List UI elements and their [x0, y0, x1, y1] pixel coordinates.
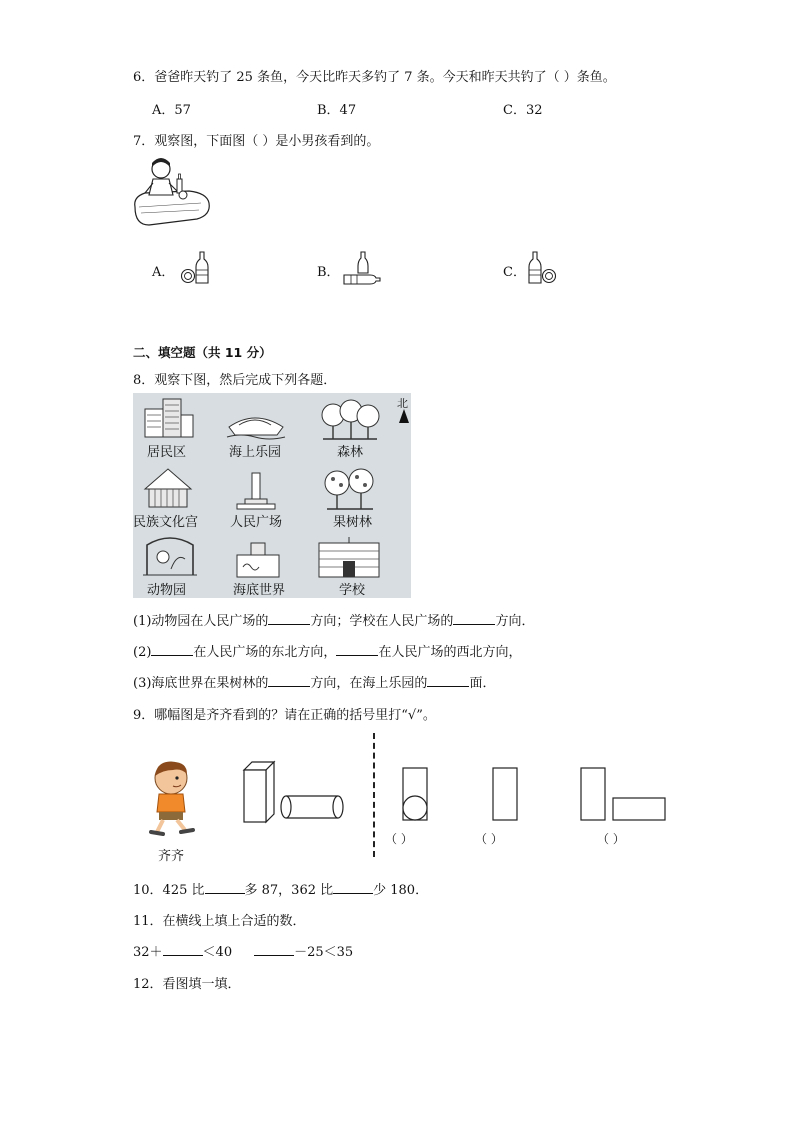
- choice-3-figure: [578, 766, 668, 822]
- q10-blank-1[interactable]: [205, 881, 245, 894]
- choice-1-figure: [400, 766, 430, 822]
- section-title: 二、填空题（共 11 分）: [133, 345, 272, 360]
- map-label-school: 学校: [339, 583, 366, 598]
- blank-1-2[interactable]: [453, 612, 495, 625]
- blank-3-2[interactable]: [427, 674, 469, 687]
- culture-palace-icon: [141, 465, 195, 511]
- q10-line: 10．425 比 多 87，362 比 少 180．: [133, 883, 429, 898]
- map-label-ocean-park: 海上乐园: [229, 445, 282, 460]
- q8-line-3: (3)海底世界在果树林的 方向，在海上乐园的 面．: [133, 676, 496, 691]
- q6-option-a: A．57: [152, 103, 191, 118]
- map-label-peoples-square: 人民广场: [230, 515, 283, 530]
- q11-stem: 11．在横线上填上合适的数．: [133, 914, 306, 929]
- q11-blank-2[interactable]: [254, 943, 294, 956]
- q7-option-c: C．: [503, 265, 526, 280]
- peoples-square-icon: [233, 469, 279, 511]
- q12-stem: 12．看图填一填．: [133, 977, 241, 992]
- direction-map: [133, 393, 411, 598]
- q7-option-a: A．: [152, 265, 175, 280]
- child-name-label: 齐齐: [158, 849, 185, 864]
- q8-stem: 8．观察下图，然后完成下列各题．: [133, 373, 337, 388]
- q8-line-2: (2) 在人民广场的东北方向， 在人民广场的西北方向，: [133, 645, 522, 660]
- blank-2-1[interactable]: [151, 643, 193, 656]
- q7-option-b: B．: [317, 265, 340, 280]
- map-label-orchard: 果树林: [333, 515, 373, 530]
- q11-blank-1[interactable]: [163, 943, 203, 956]
- map-label-culture-palace: 民族文化宫: [133, 515, 199, 530]
- child-qiqi-illustration: [143, 758, 199, 838]
- ocean-park-icon: [225, 403, 287, 441]
- north-label: 北: [397, 397, 408, 410]
- cuboid-and-cylinder-objects: [240, 758, 346, 824]
- option-c-bottle-plate-icon: [525, 248, 559, 286]
- orchard-icon: [321, 467, 379, 511]
- blank-2-2[interactable]: [336, 643, 378, 656]
- q11-expressions: 32＋ ＜40 －25＜35: [133, 945, 354, 960]
- q6-option-c: C．32: [503, 103, 543, 118]
- zoo-icon: [141, 535, 199, 577]
- school-icon: [315, 537, 383, 579]
- q6-option-b: B．47: [317, 103, 357, 118]
- option-a-plate-bottle-icon: [180, 248, 212, 286]
- q9-stem: 9．哪幅图是齐齐看到的？请在正确的括号里打“√”。: [133, 708, 436, 723]
- q7-stem: 7．观察图，下面图（ ）是小男孩看到的。: [133, 134, 380, 149]
- underwater-world-icon: [233, 539, 283, 579]
- map-label-residential: 居民区: [147, 445, 187, 460]
- option-b-bottle-lying-icon: [342, 248, 382, 286]
- blank-3-1[interactable]: [268, 674, 310, 687]
- map-label-forest: 森林: [337, 445, 364, 460]
- boy-at-table-illustration: [131, 155, 213, 233]
- choice-2-figure: [490, 766, 520, 822]
- forest-icon: [319, 399, 381, 441]
- map-label-zoo: 动物园: [147, 583, 187, 598]
- choice-2-parens[interactable]: （ ）: [475, 832, 503, 846]
- q6-stem: 6．爸爸昨天钓了 25 条鱼，今天比昨天多钓了 7 条。今天和昨天共钓了（ ）条鱼。: [133, 70, 616, 85]
- choice-3-parens[interactable]: （ ）: [597, 832, 625, 846]
- divider-dashed-line: [373, 733, 375, 857]
- choice-1-parens[interactable]: （ ）: [385, 832, 413, 846]
- q8-line-1: (1)动物园在人民广场的 方向；学校在人民广场的 方向．: [133, 614, 535, 629]
- blank-1-1[interactable]: [268, 612, 310, 625]
- q10-blank-2[interactable]: [333, 881, 373, 894]
- north-arrow-icon: [399, 409, 409, 423]
- residential-area-icon: [141, 395, 195, 439]
- map-label-underwater-world: 海底世界: [233, 583, 286, 598]
